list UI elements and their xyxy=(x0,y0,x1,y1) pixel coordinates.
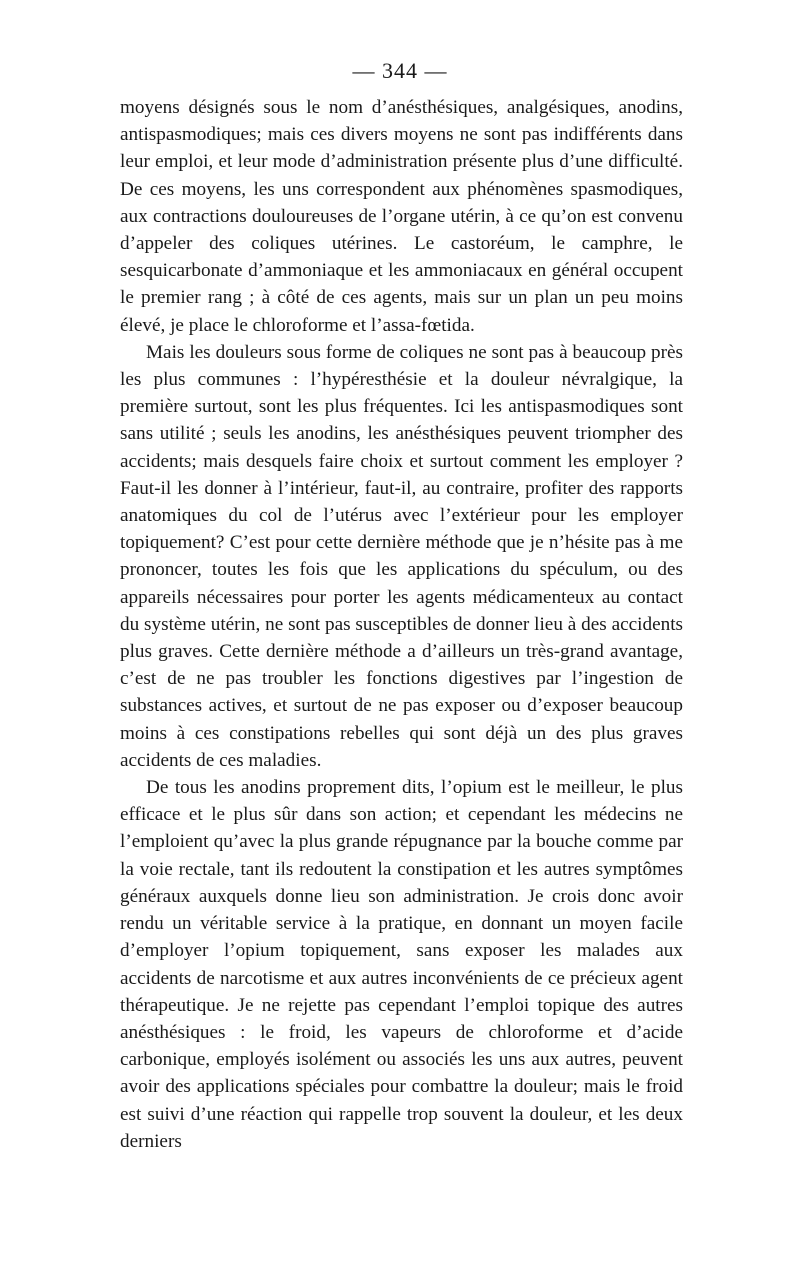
body-text xyxy=(120,94,683,1155)
paragraph-douleurs: Mais les douleurs sous forme de coliques ne sont pas à beaucoup près les plus communes : l’hypéresthésie et la douleur névralgique, la première surtout, sont les plus fréquentes. Ici les antispasmodiques sont sans utilité ; seuls les anodins, les anésthésiques peuvent triompher des accidents; mais desquels faire choix et surtout comment les employer ? Faut-il les donner à l’intérieur, faut-il, au contraire, profiter des rapports anatomiques du col de l’utérus avec l’extérieur pour les employer topiquement? C’est pour cette dernière méthode que je n’hésite pas à me prononcer, toutes les fois que les applications du spéculum, ou des appareils nécessaires pour porter les agents médicamenteux au contact du système utérin, ne sont pas susceptibles de donner lieu à des accidents plus graves. Cette dernière méthode a d’ailleurs un très-grand avantage, c’est de ne pas troubler les fonctions digestives par l’ingestion de substances actives, et surtout de ne pas exposer ou d’exposer beaucoup moins à ces constipations rebelles qui sont déjà un des plus graves accidents de ces maladies. xyxy=(120,341,683,771)
page-number: — 344 — xyxy=(352,58,448,83)
paragraph-continued: moyens désignés sous le nom d’anésthésiques, analgésiques, anodins, antispasmodiques; mais ces divers moyens ne sont pas indifférents dans leur emploi, et leur mode d’administration présente plus d’une difficulté. De ces moyens, les uns correspondent aux phénomènes spasmodiques, aux contractions douloureuses de l’organe utérin, à ce qu’on est convenu d’appeler des coliques utérines. Le castoréum, le camphre, le sesquicarbonate d’ammoniaque et les ammoniacaux en général occupent le premier rang ; à côté de ces agents, mais sur un plan un peu moins élevé, je place le chloroforme et l’assa-fœtida. xyxy=(120,97,683,336)
paragraph-anodins: De tous les anodins proprement dits, l’opium est le meilleur, le plus efficace et le plus sûr dans son action; et cependant les médecins ne l’emploient qu’avec la plus grande répugnance par la bouche comme par la voie rectale, tant ils redoutent la constipation et les autres symptômes généraux auxquels donne lieu son administration. Je crois donc avoir rendu un véritable service à la pratique, en donnant un moyen facile d’employer l’opium topiquement, sans exposer les malades aux accidents de narcotisme et aux autres inconvénients de ce précieux agent thérapeutique. Je ne rejette pas cependant l’emploi topique des autres anésthésiques : le froid, les vapeurs de chloroforme et d’acide carbonique, employés isolément ou associés les uns aux autres, peuvent avoir des applications spéciales pour combattre la douleur; mais le froid est suivi d’une réaction qui rappelle trop souvent la douleur, et les deux derniers xyxy=(120,777,683,1152)
